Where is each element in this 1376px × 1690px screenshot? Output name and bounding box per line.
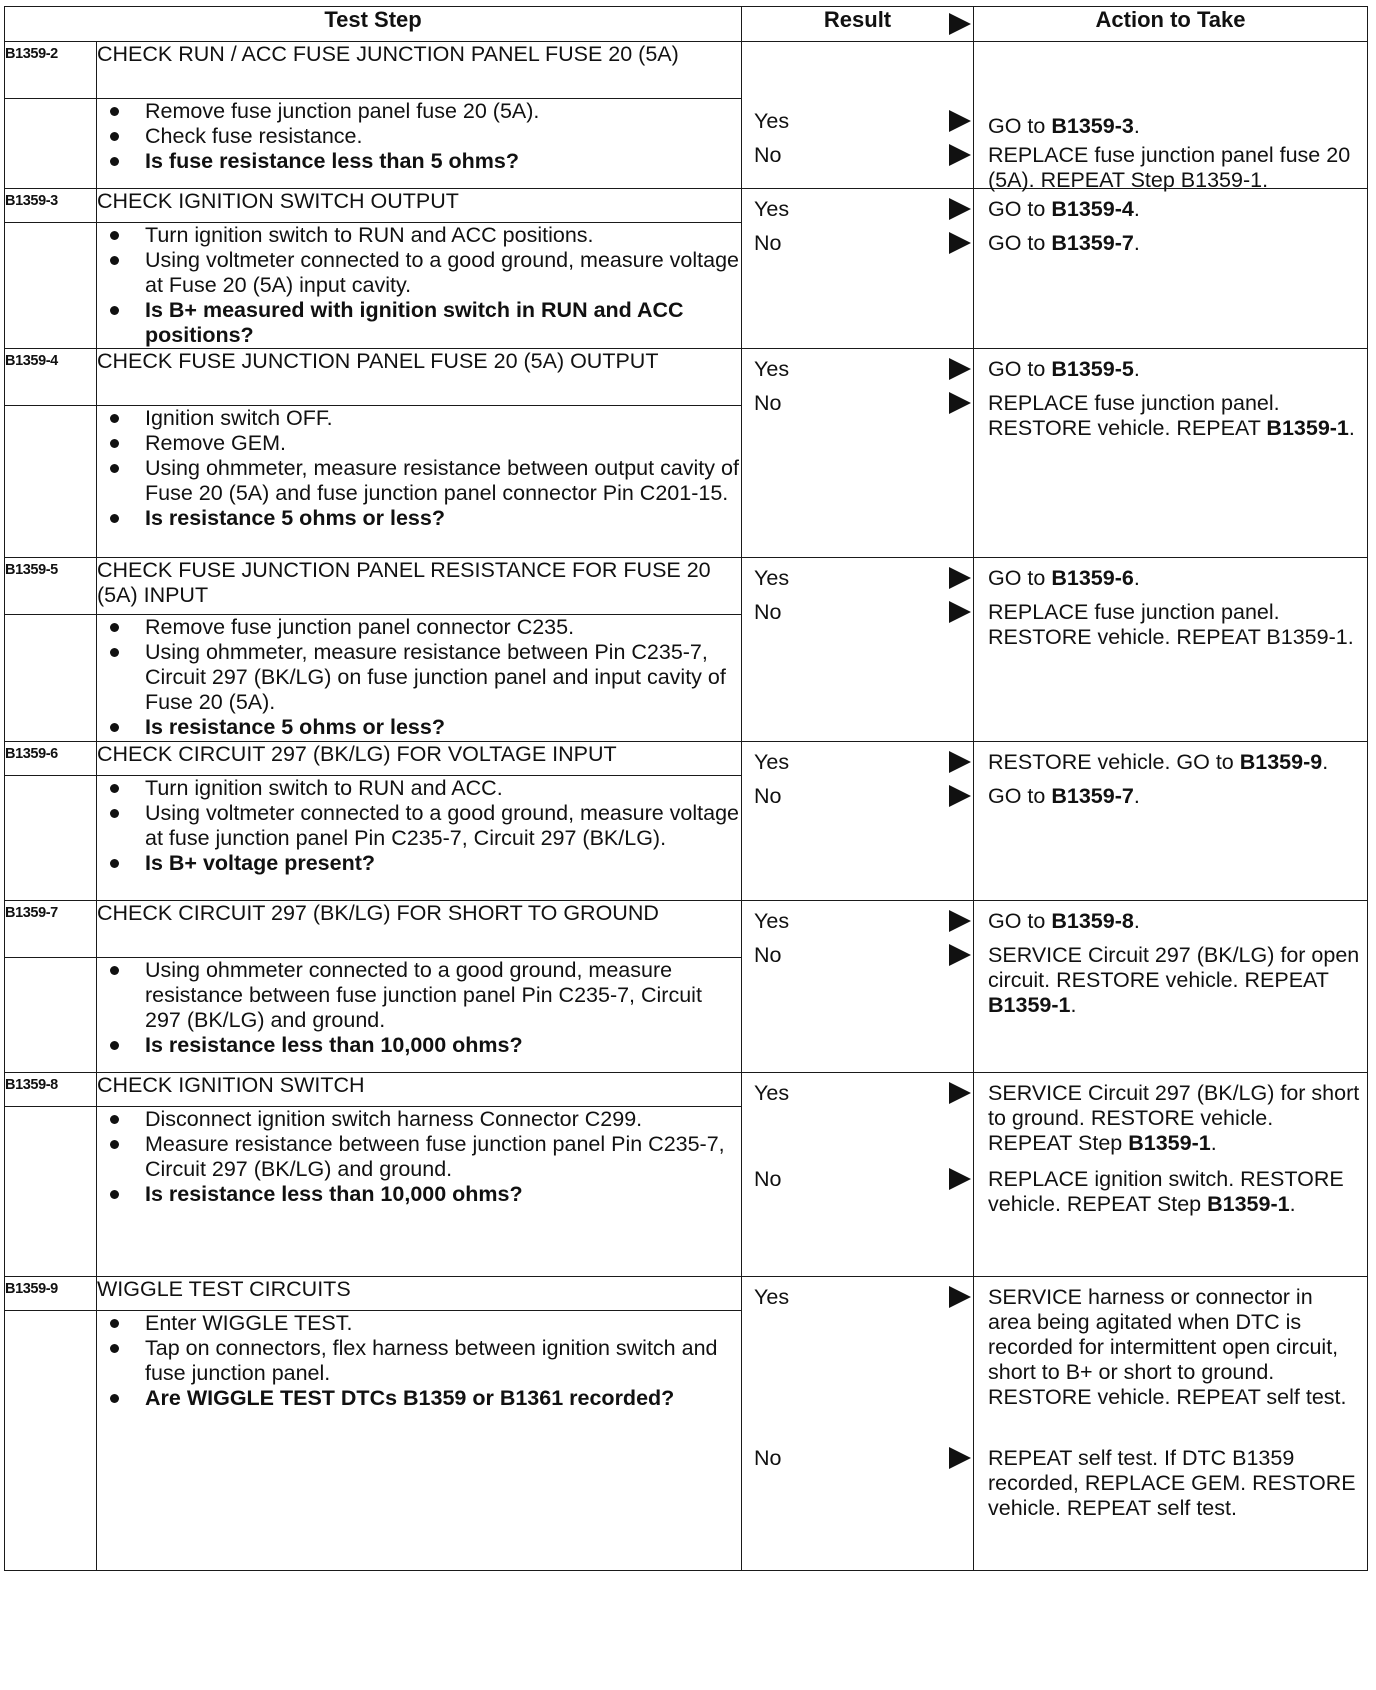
- step-question: [97, 851, 741, 876]
- step-bullet-text: Enter WIGGLE TEST.: [145, 1311, 353, 1335]
- result-cell: [742, 189, 974, 349]
- step-title: CHECK CIRCUIT 297 (BK/LG) FOR SHORT TO GROUND: [97, 901, 742, 958]
- bullet-icon: [110, 157, 119, 166]
- action-text-end: .: [1133, 231, 1140, 255]
- action-text-end: .: [1133, 566, 1140, 590]
- step-question-text: Are WIGGLE TEST DTCs B1359 or B1361 recorded?: [145, 1386, 675, 1410]
- action-step-ref: B1359-7: [1051, 231, 1134, 255]
- bullet-icon: [110, 514, 119, 523]
- step-bullet-text: Using ohmmeter connected to a good ground, measure resistance between fuse junction panel Pin C235-7, Circuit 297 (BK/LG) and ground.: [145, 958, 702, 1032]
- step-id: B1359-7: [5, 901, 97, 958]
- action-cell: [974, 42, 1368, 192]
- action-cell: [974, 558, 1368, 742]
- step-bullet-list: [97, 615, 741, 740]
- step-question-text: Is B+ voltage present?: [145, 851, 376, 875]
- result-cell: [742, 901, 974, 1073]
- result-label: No: [754, 231, 782, 255]
- step-bullet: [97, 776, 741, 801]
- action-text: [988, 909, 1361, 934]
- arrow-right-icon: [949, 392, 971, 414]
- action-step-ref: B1359-1: [1128, 1131, 1211, 1155]
- step-bullet-text: Remove fuse junction panel connector C235.: [145, 615, 575, 639]
- action-text-main: RESTORE vehicle. GO to: [988, 750, 1240, 774]
- step-title: CHECK FUSE JUNCTION PANEL RESISTANCE FOR FUSE 20 (5A) INPUT: [97, 558, 742, 615]
- arrow-right-icon: [949, 1168, 971, 1190]
- action-text: [988, 391, 1361, 441]
- step-title: CHECK RUN / ACC FUSE JUNCTION PANEL FUSE 20 (5A): [97, 42, 742, 99]
- step-id-blank: [5, 99, 97, 189]
- step-question: [97, 715, 741, 740]
- action-cell: [974, 901, 1368, 1073]
- step-question: [97, 298, 741, 348]
- step-bullet-text: Turn ignition switch to RUN and ACC.: [145, 776, 503, 800]
- step-bullet-text: Ignition switch OFF.: [145, 406, 333, 430]
- step-bullet-text: Tap on connectors, flex harness between ignition switch and fuse junction panel.: [145, 1336, 718, 1385]
- action-cell: [974, 742, 1368, 901]
- action-text-main: REPLACE fuse junction panel. RESTORE vehicle. REPEAT: [988, 391, 1280, 440]
- bullet-icon: [110, 1190, 119, 1199]
- step-body: [97, 99, 742, 189]
- step-id: B1359-5: [5, 558, 97, 615]
- step-title-row: [5, 742, 1368, 776]
- step-bullet: [97, 248, 741, 298]
- action-text: [988, 197, 1361, 222]
- action-text-end: .: [1289, 1192, 1296, 1216]
- step-title-row: [5, 189, 1368, 223]
- action-text-main: REPLACE fuse junction panel. RESTORE vehicle. REPEAT B1359-1.: [988, 600, 1354, 649]
- action-text-main: REPLACE fuse junction panel fuse 20 (5A). REPEAT Step B1359-1.: [988, 143, 1351, 192]
- step-id-blank: [5, 406, 97, 558]
- result-label: Yes: [754, 750, 790, 774]
- bullet-icon: [110, 132, 119, 141]
- step-title-row: [5, 42, 1368, 99]
- arrow-right-icon: [949, 910, 971, 932]
- step-bullet-text: Using voltmeter connected to a good ground, measure voltage at fuse junction panel Pin C235-7, Circuit 297 (BK/LG).: [145, 801, 740, 850]
- table-body: [5, 42, 1368, 1571]
- result-cell: [742, 1277, 974, 1571]
- action-text: [988, 143, 1361, 193]
- action-step-ref: B1359-1: [1207, 1192, 1290, 1216]
- result-label: No: [754, 1167, 782, 1191]
- step-bullet: [97, 431, 741, 456]
- action-text-end: .: [1348, 416, 1355, 440]
- bullet-icon: [110, 107, 119, 116]
- bullet-icon: [110, 723, 119, 732]
- header-test-step: Test Step: [5, 7, 742, 42]
- result-label: No: [754, 784, 782, 808]
- action-text-main: GO to: [988, 197, 1052, 221]
- step-title: CHECK IGNITION SWITCH: [97, 1073, 742, 1107]
- action-text-end: .: [1133, 357, 1140, 381]
- action-text-end: .: [1322, 750, 1329, 774]
- result-label: Yes: [754, 1285, 790, 1309]
- result-cell: [742, 1073, 974, 1277]
- step-title: WIGGLE TEST CIRCUITS: [97, 1277, 742, 1311]
- step-question: [97, 506, 741, 531]
- bullet-icon: [110, 966, 119, 975]
- step-bullet-list: [97, 99, 741, 174]
- bullet-icon: [110, 648, 119, 657]
- bullet-icon: [110, 1140, 119, 1149]
- action-text: [988, 566, 1361, 591]
- bullet-icon: [110, 859, 119, 868]
- step-body: [97, 1311, 742, 1571]
- arrow-right-icon: [949, 13, 971, 35]
- bullet-icon: [110, 414, 119, 423]
- result-label: Yes: [754, 909, 790, 933]
- action-cell: [974, 189, 1368, 349]
- result-label: No: [754, 600, 782, 624]
- step-bullet: [97, 124, 741, 149]
- arrow-right-icon: [949, 751, 971, 773]
- step-body: [97, 958, 742, 1073]
- step-question-text: Is resistance less than 10,000 ohms?: [145, 1182, 523, 1206]
- result-label: Yes: [754, 1081, 790, 1105]
- step-question: [97, 1386, 741, 1411]
- step-title-row: [5, 558, 1368, 615]
- step-bullet: [97, 958, 741, 1033]
- bullet-icon: [110, 1041, 119, 1050]
- header-result-label: Result: [823, 7, 892, 32]
- result-label: Yes: [754, 109, 790, 133]
- arrow-right-icon: [949, 144, 971, 166]
- step-id: B1359-3: [5, 189, 97, 223]
- step-title: CHECK IGNITION SWITCH OUTPUT: [97, 189, 742, 223]
- result-label: No: [754, 143, 782, 167]
- action-step-ref: B1359-9: [1239, 750, 1323, 774]
- step-bullet-list: [97, 958, 741, 1058]
- step-bullet: [97, 1132, 741, 1182]
- action-step-ref: B1359-6: [1051, 566, 1134, 590]
- step-bullet: [97, 1336, 741, 1386]
- result-cell: [742, 742, 974, 901]
- step-id-blank: [5, 223, 97, 349]
- step-id-blank: [5, 776, 97, 901]
- step-title-row: [5, 1277, 1368, 1311]
- result-label: No: [754, 943, 782, 967]
- step-bullet-list: [97, 1107, 741, 1207]
- step-body: [97, 776, 742, 901]
- step-id: B1359-8: [5, 1073, 97, 1107]
- action-text-end: .: [1133, 197, 1140, 221]
- action-text-main: GO to: [988, 784, 1052, 808]
- bullet-icon: [110, 439, 119, 448]
- action-text-main: SERVICE Circuit 297 (BK/LG) for short to ground. RESTORE vehicle. REPEAT Step: [988, 1081, 1360, 1155]
- action-text-end: .: [1133, 909, 1140, 933]
- action-text-end: .: [1133, 784, 1140, 808]
- step-title-row: [5, 901, 1368, 958]
- arrow-right-icon: [949, 601, 971, 623]
- step-title: CHECK FUSE JUNCTION PANEL FUSE 20 (5A) OUTPUT: [97, 349, 742, 406]
- action-text: [988, 750, 1361, 775]
- action-text-main: GO to: [988, 114, 1052, 138]
- result-label: Yes: [754, 566, 790, 590]
- result-label: Yes: [754, 197, 790, 221]
- result-cell: [742, 349, 974, 558]
- step-bullet: [97, 223, 741, 248]
- step-bullet-text: Using voltmeter connected to a good ground, measure voltage at Fuse 20 (5A) input cavity.: [145, 248, 740, 297]
- action-text-main: GO to: [988, 357, 1052, 381]
- action-text-main: SERVICE Circuit 297 (BK/LG) for open circuit. RESTORE vehicle. REPEAT: [988, 943, 1360, 992]
- action-text: [988, 943, 1361, 1018]
- action-text: [988, 1285, 1361, 1410]
- step-title: CHECK CIRCUIT 297 (BK/LG) FOR VOLTAGE INPUT: [97, 742, 742, 776]
- step-bullet-text: Turn ignition switch to RUN and ACC positions.: [145, 223, 594, 247]
- arrow-right-icon: [949, 567, 971, 589]
- step-id: B1359-4: [5, 349, 97, 406]
- step-id: B1359-2: [5, 42, 97, 99]
- action-text: [988, 357, 1361, 382]
- step-id-blank: [5, 958, 97, 1073]
- step-bullet: [97, 1107, 741, 1132]
- action-text-main: REPEAT self test. If DTC B1359 recorded, REPLACE GEM. RESTORE vehicle. REPEAT self test.: [988, 1446, 1356, 1520]
- action-cell: [974, 349, 1368, 558]
- step-bullet-text: Measure resistance between fuse junction panel Pin C235-7, Circuit 297 (BK/LG) and ground.: [145, 1132, 725, 1181]
- bullet-icon: [110, 1344, 119, 1353]
- action-step-ref: B1359-1: [988, 993, 1071, 1017]
- action-step-ref: B1359-3: [1051, 114, 1134, 138]
- step-bullet-text: Remove fuse junction panel fuse 20 (5A).: [145, 99, 540, 123]
- bullet-icon: [110, 1319, 119, 1328]
- action-text: [988, 114, 1361, 139]
- step-bullet-text: Remove GEM.: [145, 431, 286, 455]
- step-question: [97, 1033, 741, 1058]
- step-body: [97, 406, 742, 558]
- action-text-main: GO to: [988, 231, 1052, 255]
- action-text: [988, 1446, 1361, 1521]
- bullet-icon: [110, 464, 119, 473]
- step-bullet-text: Using ohmmeter, measure resistance between Pin C235-7, Circuit 297 (BK/LG) on fuse junction panel and input cavity of Fuse 20 (5A).: [145, 640, 726, 714]
- step-bullet: [97, 456, 741, 506]
- step-bullet: [97, 640, 741, 715]
- header-action: Action to Take: [974, 7, 1368, 42]
- result-label: No: [754, 1446, 782, 1470]
- action-text-main: GO to: [988, 909, 1052, 933]
- step-question-text: Is resistance less than 10,000 ohms?: [145, 1033, 523, 1057]
- action-text-main: REPLACE ignition switch. RESTORE vehicle. REPEAT Step: [988, 1167, 1344, 1216]
- arrow-right-icon: [949, 198, 971, 220]
- diagnostic-table: [4, 6, 1368, 1571]
- step-bullet: [97, 801, 741, 851]
- action-text-end: .: [1133, 114, 1140, 138]
- bullet-icon: [110, 306, 119, 315]
- action-step-ref: B1359-1: [1266, 416, 1349, 440]
- bullet-icon: [110, 1115, 119, 1124]
- step-bullet-list: [97, 406, 741, 531]
- step-bullet-text: Disconnect ignition switch harness Connector C299.: [145, 1107, 643, 1131]
- step-bullet-list: [97, 776, 741, 876]
- bullet-icon: [110, 231, 119, 240]
- step-bullet-list: [97, 223, 741, 348]
- step-body: [97, 223, 742, 349]
- action-text-end: .: [1210, 1131, 1217, 1155]
- step-bullet-text: Check fuse resistance.: [145, 124, 363, 148]
- action-text: [988, 1167, 1361, 1217]
- action-text-end: .: [1070, 993, 1077, 1017]
- step-body: [97, 1107, 742, 1277]
- step-question-text: Is resistance 5 ohms or less?: [145, 506, 445, 530]
- action-step-ref: B1359-5: [1051, 357, 1134, 381]
- action-step-ref: B1359-8: [1051, 909, 1134, 933]
- arrow-right-icon: [949, 1286, 971, 1308]
- step-question-text: Is fuse resistance less than 5 ohms?: [145, 149, 520, 173]
- arrow-right-icon: [949, 944, 971, 966]
- result-label: No: [754, 391, 782, 415]
- arrow-right-icon: [949, 358, 971, 380]
- step-bullet-text: Using ohmmeter, measure resistance between output cavity of Fuse 20 (5A) and fuse junction panel connector Pin C201-15.: [145, 456, 739, 505]
- step-id: B1359-9: [5, 1277, 97, 1311]
- step-bullet: [97, 1311, 741, 1336]
- table-header-row: [5, 7, 1368, 42]
- step-bullet: [97, 406, 741, 431]
- arrow-right-icon: [949, 232, 971, 254]
- step-question-text: Is resistance 5 ohms or less?: [145, 715, 445, 739]
- result-cell: [742, 558, 974, 742]
- bullet-icon: [110, 623, 119, 632]
- step-bullet: [97, 99, 741, 124]
- bullet-icon: [110, 1394, 119, 1403]
- bullet-icon: [110, 784, 119, 793]
- step-bullet: [97, 615, 741, 640]
- action-text: [988, 1081, 1361, 1156]
- step-bullet-list: [97, 1311, 741, 1411]
- action-text: [988, 784, 1361, 809]
- step-id: B1359-6: [5, 742, 97, 776]
- bullet-icon: [110, 256, 119, 265]
- step-id-blank: [5, 1107, 97, 1277]
- action-text: [988, 231, 1361, 256]
- arrow-right-icon: [949, 110, 971, 132]
- arrow-right-icon: [949, 785, 971, 807]
- result-label: Yes: [754, 357, 790, 381]
- step-id-blank: [5, 1311, 97, 1571]
- action-text-main: GO to: [988, 566, 1052, 590]
- step-question: [97, 149, 741, 174]
- header-result: [742, 7, 974, 42]
- step-question-text: Is B+ measured with ignition switch in RUN and ACC positions?: [145, 298, 684, 347]
- action-cell: [974, 1277, 1368, 1571]
- action-step-ref: B1359-4: [1051, 197, 1134, 221]
- bullet-icon: [110, 809, 119, 818]
- action-cell: [974, 1073, 1368, 1277]
- arrow-right-icon: [949, 1082, 971, 1104]
- action-text-main: SERVICE harness or connector in area being agitated when DTC is recorded for intermittent open circuit, short to B+ or short to ground. RESTORE vehicle. REPEAT self test.: [988, 1285, 1347, 1409]
- result-cell: [742, 42, 974, 189]
- step-id-blank: [5, 615, 97, 742]
- action-text: [988, 600, 1361, 650]
- step-title-row: [5, 349, 1368, 406]
- step-body: [97, 615, 742, 742]
- action-step-ref: B1359-7: [1051, 784, 1134, 808]
- step-title-row: [5, 1073, 1368, 1107]
- arrow-right-icon: [949, 1447, 971, 1469]
- step-question: [97, 1182, 741, 1207]
